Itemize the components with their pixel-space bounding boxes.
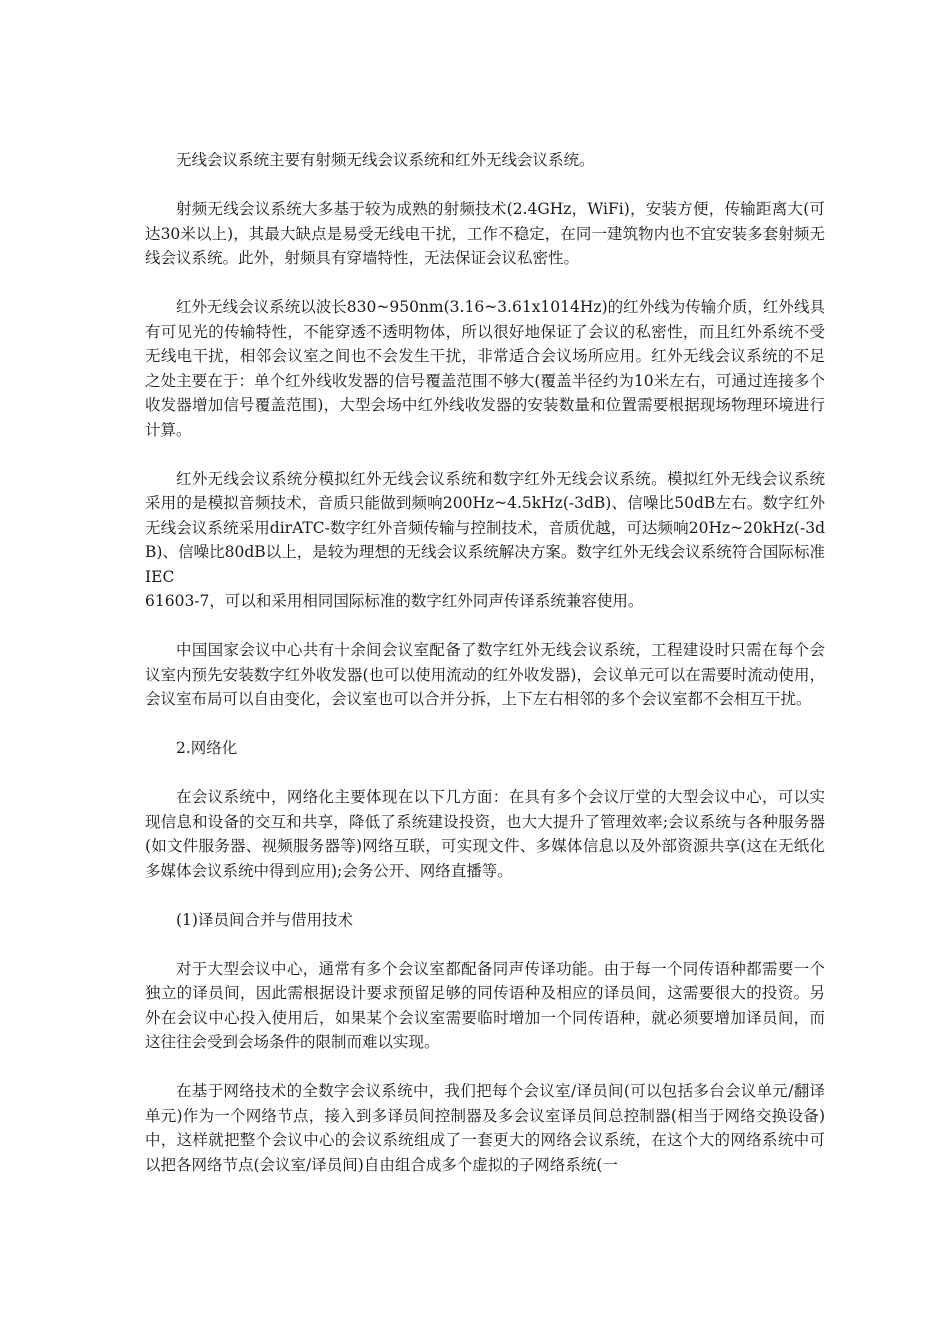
paragraph-infrared-wireless: 红外无线会议系统以波长830~950nm(3.16~3.61x1014Hz)的红外线为传输介质，红外线具有可见光的传输特性，不能穿透不透明物体，所以很好地保证了会议的私密性，而且红外系统不受无线电干扰，相邻会议室之间也不会发生干扰，非常适合会议场所应用。红外无线会议系统的不足之处主要在于：单个红外线收发器的信号覆盖范围不够大(覆盖半径约为10米左右，可通过连接多个收发器增加信号覆盖范围)，大型会场中红外线收发器的安装数量和位置需要根据现场物理环境进行计算。 [145,298,825,439]
paragraph-networking: 在会议系统中，网络化主要体现在以下几方面：在具有多个会议厅堂的大型会议中心，可以实现信息和设备的交互和共享，降低了系统建设投资，也大大提升了管理效率;会议系统与各种服务器(如文件服务器、视频服务器等)网络互联，可实现文件、多媒体信息以及外部资源共享(这在无纸化多媒体会议系统中得到应用);会务公开、网络直播等。 [145,788,825,880]
paragraph-intro: 无线会议系统主要有射频无线会议系统和红外无线会议系统。 [176,151,595,169]
paragraph-analog-digital-infrared: 红外无线会议系统分模拟红外无线会议系统和数字红外无线会议系统。模拟红外无线会议系统采用的是模拟音频技术，音质只能做到频响200Hz~4.5kHz(-3dB)、信噪比50dB左右。数字红外无线会议系统采用dirATC-数字红外音频传输与控制技术，音质优越，可达频响20Hz~20kHz(-3dB)、信噪比80dB以上，是较为理想的无线会议系统解决方案。数字红外无线会议系统符合国际标准IEC [145,469,825,586]
paragraph-network-nodes: 在基于网络技术的全数字会议系统中，我们把每个会议室/译员间(可以包括多台会议单元/翻译单元)作为一个网络节点，接入到多译员间控制器及多会议室译员间总控制器(相当于网络交换设备)中，这样就把整个会议中心的会议系统组成了一套更大的网络会议系统，在这个大的网络系统中可以把各网络节点(会议室/译员间)自由组合成多个虚拟的子网络系统(一 [145,1082,825,1174]
section-heading-networking: 2.网络化 [176,739,238,757]
paragraph-interpreter-booths: 对于大型会议中心，通常有多个会议室都配备同声传译功能。由于每一个同传语种都需要一个独立的译员间，因此需根据设计要求预留足够的同传语种及相应的译员间，这需要很大的投资。另外在会议中心投入使用后，如果某个会议室需要临时增加一个同传语种，就必须要增加译员间，而这往往会受到会场条件的限制而难以实现。 [145,959,825,1051]
document-body [145,148,825,1202]
subsection-heading-booth-merging: (1)译员间合并与借用技术 [176,910,353,929]
paragraph-national-convention-center: 中国国家会议中心共有十余间会议室配备了数字红外无线会议系统，工程建设时只需在每个会议室内预先安装数字红外收发器(也可以使用流动的红外收发器)，会议单元可以在需要时流动使用，会议室布局可以自由变化，会议室也可以合并分拆，上下左右相邻的多个会议室都不会相互干扰。 [145,641,825,708]
paragraph-iec-standard: 61603-7，可以和采用相同国际标准的数字红外同声传译系统兼容使用。 [145,592,644,610]
paragraph-rf-wireless: 射频无线会议系统大多基于较为成熟的射频技术(2.4GHz，WiFi)，安装方便，传输距离大(可达30米以上)，其最大缺点是易受无线电干扰，工作不稳定，在同一建筑物内也不宜安装多套射频无线会议系统。此外，射频具有穿墙特性，无法保证会议私密性。 [145,200,825,267]
